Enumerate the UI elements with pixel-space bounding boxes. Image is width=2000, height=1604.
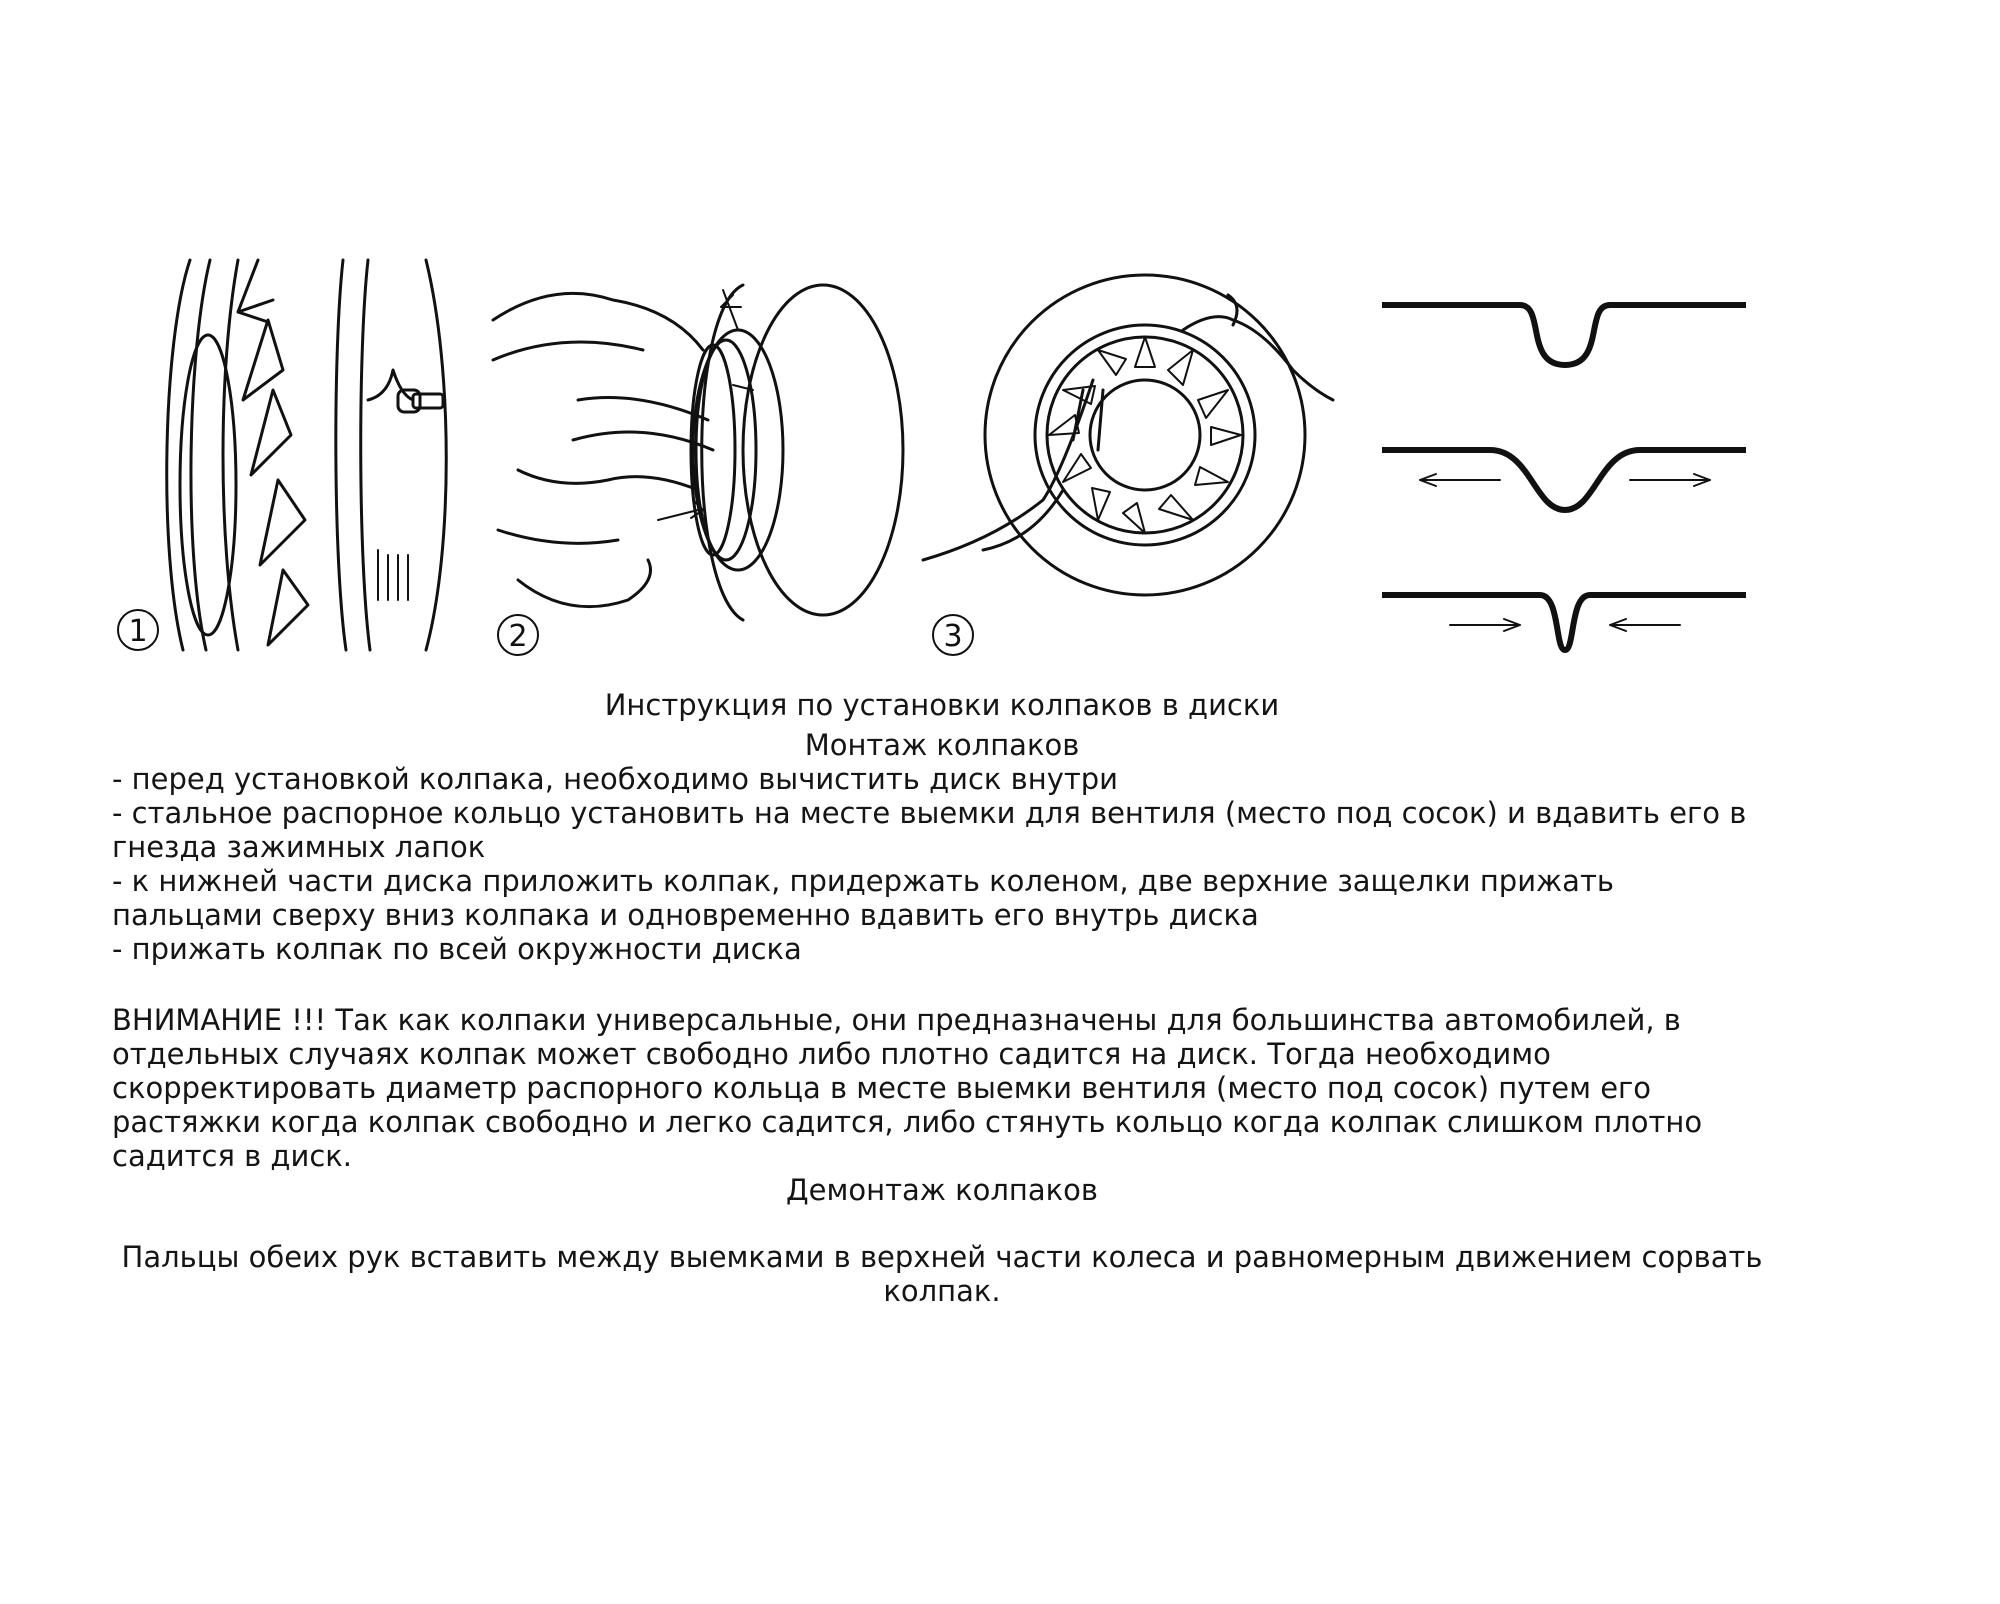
figure-step-3 [923,250,1338,655]
instructions-title: Инструкция по установки колпаков в диски [604,688,1280,722]
mount-steps [112,762,1772,966]
step-3-number: 3 [943,619,963,654]
mount-step: - к нижней части диска приложить колпак, придержать коленом, две верхние защелки прижать пальцами сверху вниз колпака и одновременно вдавить его внутрь диска [112,864,1614,932]
mount-heading: Монтаж колпаков [804,728,1080,762]
figure-ring-profiles [1380,285,1750,670]
warning-paragraph: ВНИМАНИЕ !!! Так как колпаки универсальные, они предназначены для большинства автомобилей, в отдельных случаях колпак может свободно либо плотно садится на диск. Тогда необходимо скорректировать диаметр распорного кольца в месте выемки вентиля (место под сосок) путем его растяжки когда колпак свободно и легко садится, либо стянуть кольцо когда колпак слишком плотно садится в диск. [112,1003,1703,1173]
mount-step: - перед установкой колпака, необходимо вычистить диск внутри [112,762,1119,796]
dismount-heading: Демонтаж колпаков [786,1173,1098,1207]
mount-step: - стальное распорное кольцо установить на месте выемки для вентиля (место под сосок) и вдавить его в гнезда зажимных лапок [112,796,1747,864]
step-1-number: 1 [128,614,148,649]
step-2-number: 2 [508,619,528,654]
figure-step-2 [488,250,903,655]
dismount-text: Пальцы обеих рук вставить между выемками в верхней части колеса и равномерным движением сорвать колпак. [121,1240,1763,1308]
mount-step: - прижать колпак по всей окружности диска [112,932,802,966]
figure-step-1 [108,250,468,655]
